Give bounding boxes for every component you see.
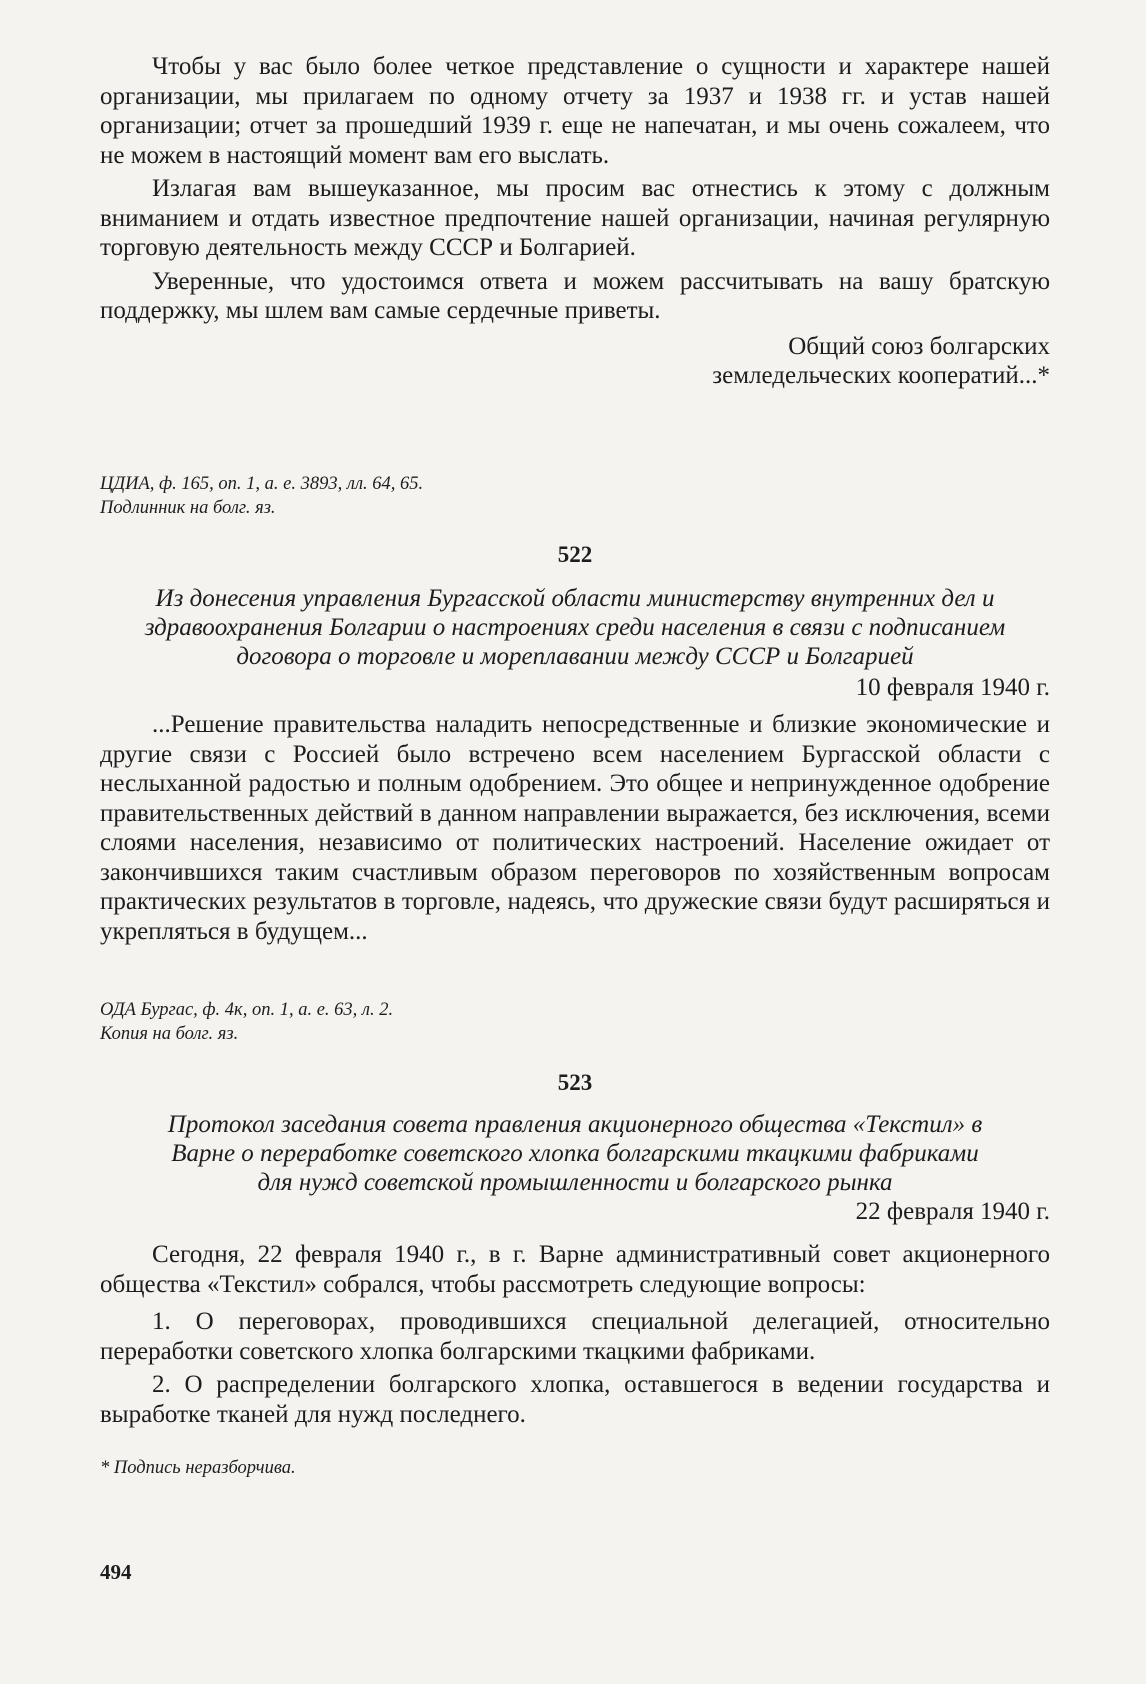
document-title: Из донесения управления Бургасской области министерству внутренних дел и здравоохранения Болгарии о настроениях среди населения в связи с подписанием договора о торговле и мореплавании между СССР и Болгарией xyxy=(144,585,1006,670)
paragraph: 1. О переговорах, проводившихся специальной делегацией, относительно переработки советского хлопка болгарскими ткацкими фабриками. xyxy=(100,1308,1050,1365)
source-language: Подлинник на болг. яз. xyxy=(100,498,276,518)
document-522 xyxy=(100,542,1050,950)
previous-document xyxy=(100,52,1050,391)
document-date: 10 февраля 1940 г. xyxy=(855,674,1050,701)
document-title: Протокол заседания совета правления акционерного общества «Текстил» в Варне о переработке советского хлопка болгарскими ткацкими фабриками для нужд советской промышленности и болгарского рынка xyxy=(167,1111,983,1196)
archive-source xyxy=(100,472,1050,520)
archive-source xyxy=(100,998,1050,1046)
paragraph: 2. О распределении болгарского хлопка, оставшегося в ведении государства и выработке тканей для нужд последнего. xyxy=(100,1371,1050,1428)
document-page xyxy=(100,52,1050,1652)
page-number: 494 xyxy=(100,1560,132,1584)
signature xyxy=(100,332,1050,391)
source-citation: ЦДИА, ф. 165, оп. 1, а. е. 3893, лл. 64, 65. xyxy=(100,474,424,494)
paragraph: Чтобы у вас было более четкое представление о сущности и характере нашей организации, мы прилагаем по одному отчету за 1937 и 1938 гг. и устав нашей организации; отчет за прошедший 1939 г. еще не напечатан, и мы очень сожалеем, что не можем в настоящий момент вам его выслать. xyxy=(100,53,1050,169)
document-number: 522 xyxy=(557,542,593,567)
paragraph: Излагая вам вышеуказанное, мы просим вас отнестись к этому с должным вниманием и отдать известное предпочтение нашей организации, начиная регулярную торговую деятельность между СССР и Болгарией. xyxy=(100,175,1050,261)
source-citation: ОДА Бургас, ф. 4к, оп. 1, а. е. 63, л. 2. xyxy=(100,1000,394,1020)
document-523 xyxy=(100,1070,1050,1433)
signature-line-1: Общий союз болгарских xyxy=(788,332,1050,360)
footnote-area xyxy=(100,1456,1050,1480)
document-number: 523 xyxy=(557,1070,593,1095)
footnote: * Подпись неразборчива. xyxy=(100,1458,296,1478)
paragraph: Уверенные, что удостоимся ответа и можем рассчитывать на вашу братскую поддержку, мы шлем вам самые сердечные приветы. xyxy=(100,267,1050,324)
document-date: 22 февраля 1940 г. xyxy=(855,1198,1050,1225)
paragraph: Сегодня, 22 февраля 1940 г., в г. Варне административный совет акционерного общества «Текстил» собрался, чтобы рассмотреть следующие вопросы: xyxy=(100,1241,1050,1298)
signature-line-2: земледельческих кооператий...* xyxy=(712,362,1050,389)
source-language: Копия на болг. яз. xyxy=(100,1024,239,1044)
document-body: ...Решение правительства наладить непосредственные и близкие экономические и другие связи с Россией было встречено всем населением Бургасской области с неслыханной радостью и полным одобрением. Это общее и непринужденное одобрение правительственных действий в данном направлении выражается, без исключения, всеми слоями населения, независимо от политических настроений. Население ожидает от закончившихся таким счастливым образом переговоров по хозяйственным вопросам практических результатов в торговле, надеясь, что дружеские связи будут расширяться и укрепляться в будущем... xyxy=(100,711,1050,945)
